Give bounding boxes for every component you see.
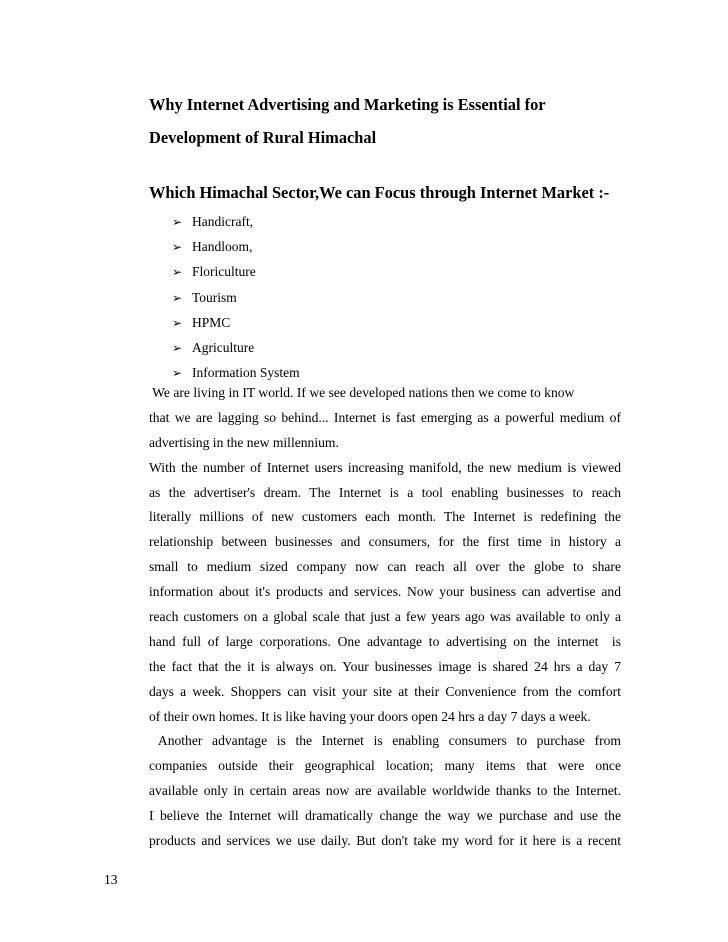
body-line: of their own homes. It is like having your doors open 24 hrs a day 7 days a week. [149,708,591,724]
body-line: information about it's products and services. Now your business can advertise and [149,584,621,600]
body-line: hand full of large corporations. One advantage to advertising on the internet is [149,633,621,649]
body-line: literally millions of new customers each month. The Internet is redefining the [149,509,621,525]
arrow-bullet-icon: ➢ [172,340,183,355]
body-line: products and services we use daily. But don't take my word for it here is a recent [149,833,621,849]
sector-label: Agriculture [192,339,255,355]
page-number: 13 [104,872,118,887]
arrow-bullet-icon: ➢ [172,215,183,229]
sector-label: Handloom, [192,239,253,255]
sector-label: Information System [192,365,300,381]
sector-list-item [172,335,300,360]
arrow-bullet-icon: ➢ [172,265,183,280]
sector-list-item [172,234,300,259]
sector-list-item [172,310,300,335]
arrow-bullet-icon: ➢ [172,315,183,330]
body-line: With the number of Internet users increasing manifold, the new medium is viewed [149,459,621,475]
page-title [149,88,649,154]
body-line: small to medium sized company now can reach all over the globe to share [149,559,621,575]
sector-list-item [172,209,300,234]
title-line-2: Development of Rural Himachal [149,128,377,147]
sector-list [172,209,300,385]
body-line: the fact that the it is always on. Your businesses image is shared 24 hrs a day 7 [149,658,621,674]
sector-list-item [172,360,300,385]
body-line: Another advantage is the Internet is enabling consumers to purchase from [149,733,621,749]
body-line: I believe the Internet will dramatically change the way we purchase and use the [149,808,621,824]
arrow-bullet-icon: ➢ [172,290,183,305]
body-line: We are living in IT world. If we see developed nations then we come to know [149,385,575,400]
sector-list-item [172,285,300,310]
arrow-bullet-icon: ➢ [172,366,183,381]
sector-label: HPMC [192,314,231,330]
body-line: advertising in the new millennium. [149,434,339,450]
body-line: available only in certain areas now are available worldwide thanks to the Internet. [149,783,621,799]
body-line: companies outside their geographical location; many items that were once [149,758,621,774]
sector-label: Handicraft, [192,214,254,229]
sector-label: Tourism [192,289,237,305]
title-line-1: Why Internet Advertising and Marketing is Essential for [149,95,546,114]
arrow-bullet-icon: ➢ [172,240,183,255]
body-line: that we are lagging so behind... Internet is fast emerging as a powerful medium of [149,409,621,425]
body-line: days a week. Shoppers can visit your site at their Convenience from the comfort [149,683,621,699]
body-line: as the advertiser's dream. The Internet is a tool enabling businesses to reach [149,484,621,500]
body-line: reach customers on a global scale that just a few years ago was available to only a [149,609,621,625]
section-subheading: Which Himachal Sector,We can Focus through Internet Market :- [149,183,610,202]
body-paragraphs [149,385,621,858]
sector-label: Floriculture [192,264,256,280]
body-line: relationship between businesses and consumers, for the first time in history a [149,534,621,550]
sector-list-item [172,259,300,284]
